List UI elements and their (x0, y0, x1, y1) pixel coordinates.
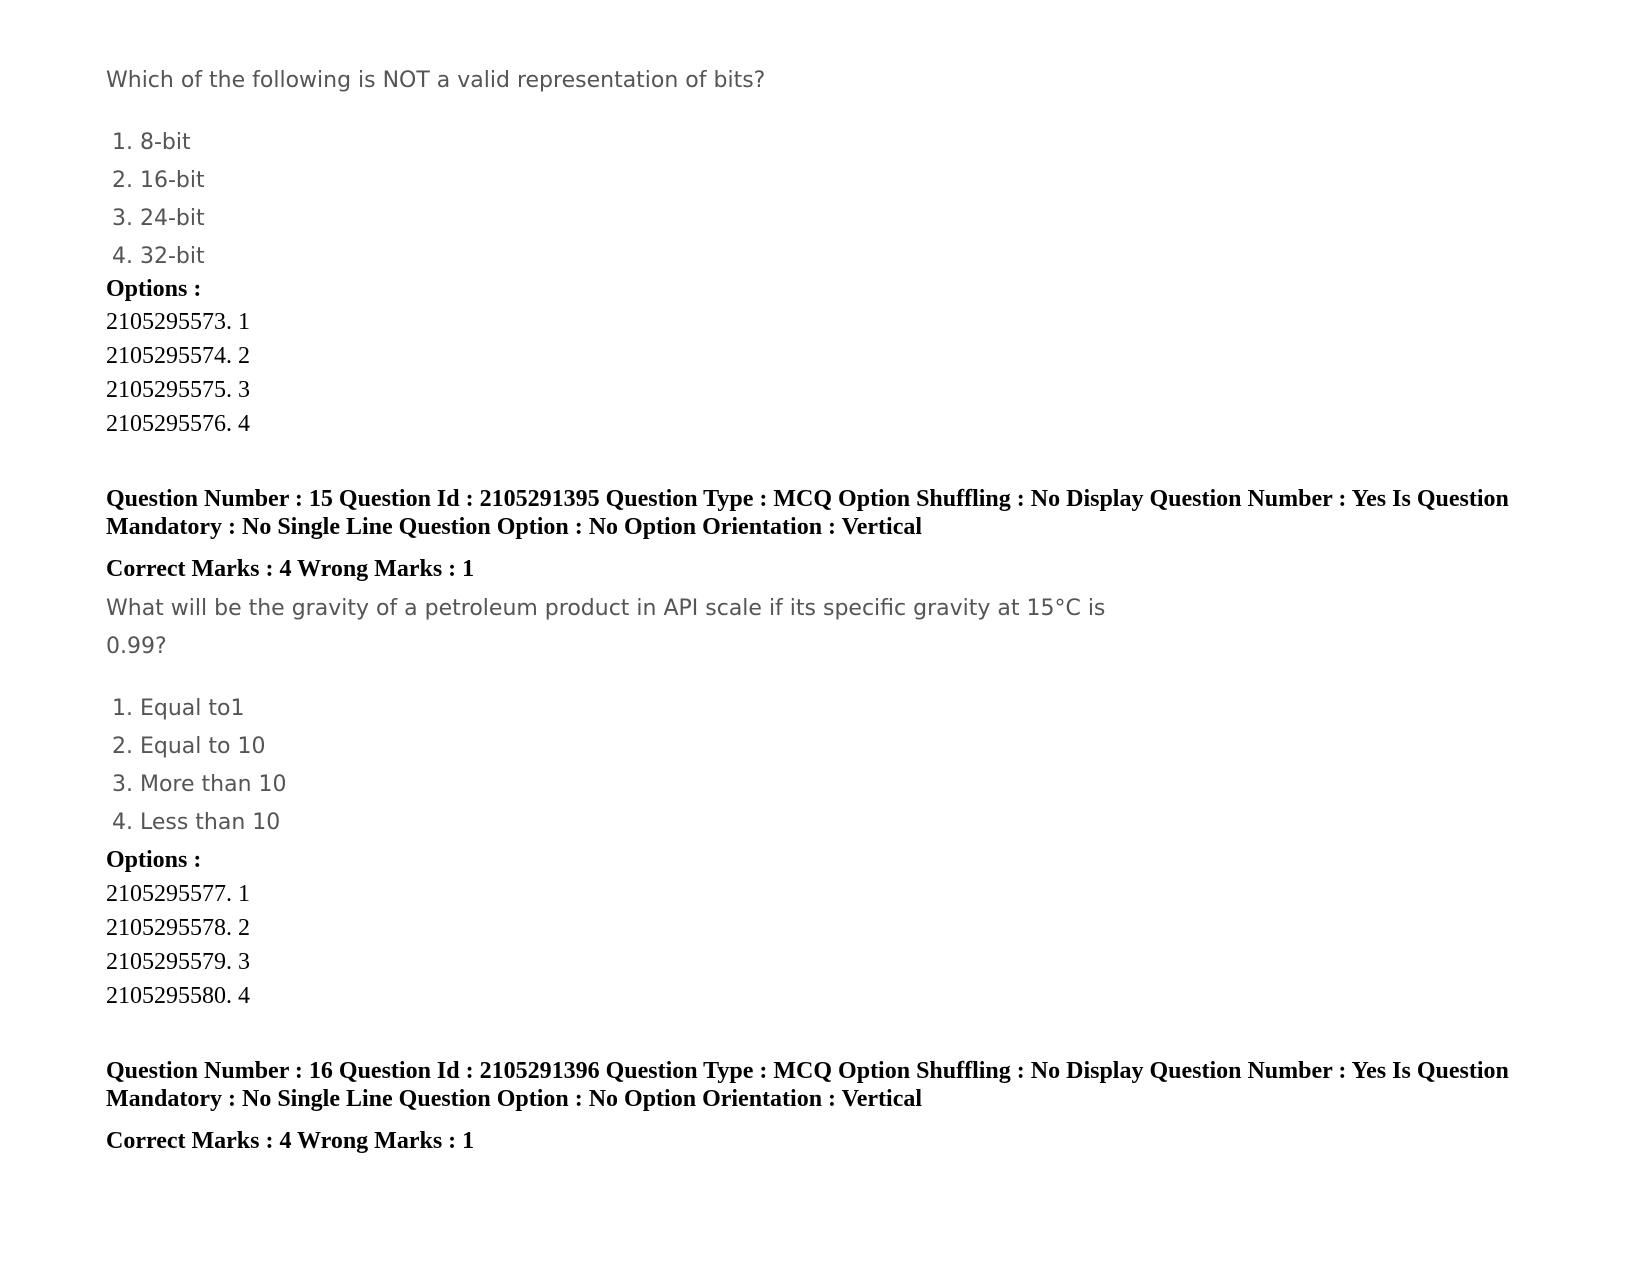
question-15-meta: Question Number : 15 Question Id : 2105291395 Question Type : MCQ Option Shuffling : No Display Question Number : Yes Is Question Mandatory : No Single Line Question Option : No Option Orientation : Vertical (106, 486, 1509, 540)
option-row: 2105295576. 4 (106, 411, 250, 437)
choice-item: 1. 8-bit (112, 130, 191, 155)
option-row: 2105295574. 2 (106, 343, 250, 369)
option-row: 2105295578. 2 (106, 915, 250, 941)
question-15-marks: Correct Marks : 4 Wrong Marks : 1 (106, 556, 475, 582)
question-15-options (106, 877, 1546, 1013)
question-15-text-line1: What will be the gravity of a petroleum product in API scale if its specific gravity at 15°C is (106, 596, 1106, 621)
question-14-options (106, 305, 1546, 441)
choice-item: 3. More than 10 (112, 772, 287, 797)
question-14-text: Which of the following is NOT a valid representation of bits? (106, 68, 766, 93)
options-heading: Options : (106, 276, 202, 302)
options-heading: Options : (106, 847, 202, 873)
choice-item: 1. Equal to1 (112, 696, 245, 721)
question-15-text-line2: 0.99? (106, 634, 167, 659)
option-row: 2105295580. 4 (106, 983, 250, 1009)
choice-item: 4. 32-bit (112, 244, 205, 269)
question-16-marks: Correct Marks : 4 Wrong Marks : 1 (106, 1128, 475, 1154)
question-15-choices (106, 690, 1546, 842)
option-row: 2105295577. 1 (106, 881, 250, 907)
choice-item: 4. Less than 10 (112, 810, 281, 835)
option-row: 2105295573. 1 (106, 309, 250, 335)
question-14-choices (106, 124, 1546, 276)
choice-item: 2. 16-bit (112, 168, 205, 193)
option-row: 2105295579. 3 (106, 949, 250, 975)
choice-item: 3. 24-bit (112, 206, 205, 231)
question-16-meta: Question Number : 16 Question Id : 2105291396 Question Type : MCQ Option Shuffling : No Display Question Number : Yes Is Question Mandatory : No Single Line Question Option : No Option Orientation : Vertical (106, 1058, 1509, 1112)
choice-item: 2. Equal to 10 (112, 734, 266, 759)
option-row: 2105295575. 3 (106, 377, 250, 403)
